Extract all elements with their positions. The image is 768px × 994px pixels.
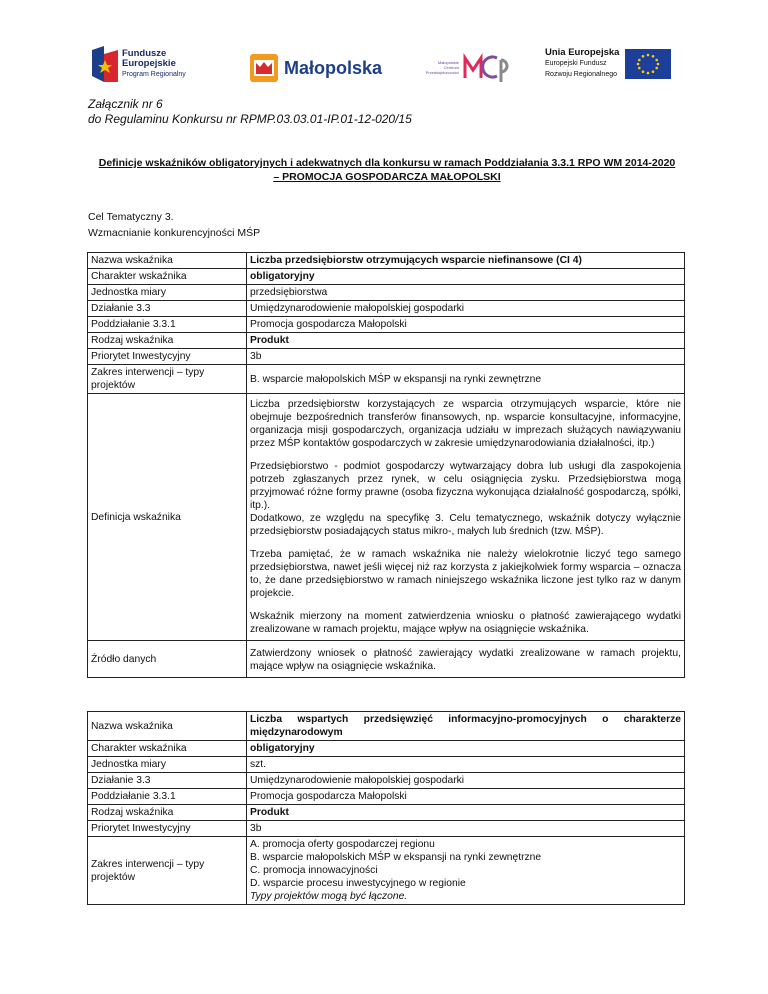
value-cell: Zatwierdzony wniosek o płatność zawierający wydatki zrealizowane w ramach projektu, mające wpływ na osiągnięcie wskaźnika.: [247, 641, 685, 678]
fe-line3: Program Regionalny: [122, 70, 186, 78]
label-cell: Działanie 3.3: [88, 301, 247, 317]
value-cell: 3b: [247, 821, 685, 837]
table-row: [88, 349, 685, 365]
indicator-table-1: [87, 252, 685, 678]
definition-paragraph: Liczba przedsiębiorstw korzystających ze wsparcia otrzymujących wsparcie, które nie obejmuje bezpośrednich transferów finansowych, np. wsparcie konsultacyjne, informacyjne, organizacja misji gospodarczych, organizacja udziału w imprezach służących nawiązywaniu przez MŚP kontaktów gospodarczych w zakresie umiędzynarodowiania działalności, itp.): [250, 399, 681, 449]
label-cell: Definicja wskaźnika: [88, 394, 247, 641]
mcp-logo: [425, 50, 513, 84]
fe-line1: Fundusze: [122, 47, 167, 59]
annex-line2: do Regulaminu Konkursu nr RPMP.03.03.01-IP.01-12-020/15: [88, 112, 412, 126]
mcp-mark-icon: [463, 50, 513, 84]
unia-europejska-logo: [545, 48, 671, 79]
definition-cell: [247, 394, 685, 641]
ue-line3: Rozwoju Regionalnego: [545, 71, 617, 78]
annex-line1: Załącznik nr 6: [88, 97, 163, 111]
mcp-line1: Małopolskie: [437, 59, 459, 65]
table-row: [88, 757, 685, 773]
value-cell: B. wsparcie małopolskich MŚP w ekspansji na rynki zewnętrzne: [247, 365, 685, 394]
table-row: [88, 394, 685, 641]
label-cell: Priorytet Inwestycyjny: [88, 349, 247, 365]
label-cell: Poddziałanie 3.3.1: [88, 317, 247, 333]
label-cell: Charakter wskaźnika: [88, 269, 247, 285]
theme-line1: Cel Tematyczny 3.: [88, 211, 174, 223]
definition-paragraph: Dodatkowo, ze względu na specyfikę 3. Celu tematycznego, wskaźnik dotyczy wyłącznie przedsiębiorstw posiadających status mikro-, małych lub średnich (tzw. MŚP).: [250, 513, 681, 537]
label-cell: Poddziałanie 3.3.1: [88, 789, 247, 805]
value-cell: Liczba przedsiębiorstw otrzymujących wsparcie niefinansowe (CI 4): [247, 253, 685, 269]
value-cell: Umiędzynarodowienie małopolskiej gospodarki: [247, 773, 685, 789]
table-row: [88, 712, 685, 741]
malopolska-text: Małopolska: [284, 57, 383, 78]
table-row: [88, 789, 685, 805]
ue-line1: Unia Europejska: [545, 47, 620, 58]
label-cell: Zakres interwencji – typy projektów: [88, 837, 247, 905]
value-cell: obligatoryjny: [247, 741, 685, 757]
table-row: [88, 253, 685, 269]
eu-flag-icon: [625, 49, 671, 79]
document-heading: [88, 156, 686, 184]
scope-cell: [247, 837, 685, 905]
fe-star-icon: [92, 46, 118, 82]
label-cell: Nazwa wskaźnika: [88, 253, 247, 269]
label-cell: Jednostka miary: [88, 757, 247, 773]
table-row: [88, 821, 685, 837]
value-cell: Produkt: [247, 805, 685, 821]
table-row: [88, 837, 685, 905]
mcp-line2: Centrum: [443, 64, 459, 70]
scope-item: A. promocja oferty gospodarczej regionu: [250, 839, 435, 850]
label-cell: Jednostka miary: [88, 285, 247, 301]
fundusze-europejskie-logo: [92, 46, 186, 82]
value-cell: Promocja gospodarcza Małopolski: [247, 789, 685, 805]
table-row: [88, 741, 685, 757]
scope-item: C. promocja innowacyjności: [250, 865, 378, 876]
label-cell: Działanie 3.3: [88, 773, 247, 789]
thematic-objective: [88, 210, 260, 241]
label-cell: Rodzaj wskaźnika: [88, 805, 247, 821]
label-cell: Priorytet Inwestycyjny: [88, 821, 247, 837]
theme-line2: Wzmacnianie konkurencyjności MŚP: [88, 226, 261, 239]
table-row: [88, 301, 685, 317]
label-cell: Źródło danych: [88, 641, 247, 678]
label-cell: Charakter wskaźnika: [88, 741, 247, 757]
heading-line1: Definicje wskaźników obligatoryjnych i adekwatnych dla konkursu w ramach Poddziałania 3.3.1 RPO WM 2014-2020: [98, 157, 676, 169]
mcp-line3: Przedsiębiorczości: [425, 69, 459, 75]
scope-item: D. wsparcie procesu inwestycyjnego w regionie: [250, 878, 466, 889]
heading-line2: – PROMOCJA GOSPODARCZA MAŁOPOLSKI: [273, 171, 501, 183]
value-cell: szt.: [247, 757, 685, 773]
definition-paragraph: Trzeba pamiętać, że w ramach wskaźnika nie należy wielokrotnie liczyć tego samego przedsiębiorstwa, nawet jeśli więcej niż raz korzysta z jakiejkolwiek formy wsparcia – oznacza to, że dane przedsiębiorstwo w ramach niniejszego wskaźnika liczone jest tylko raz w danym projekcie.: [250, 549, 681, 599]
value-cell: Liczba wspartych przedsięwzięć informacyjno-promocyjnych o charakterze międzynarodowym: [247, 712, 685, 741]
scope-item: B. wsparcie małopolskich MŚP w ekspansji na rynki zewnętrzne: [250, 852, 542, 863]
table-row: [88, 641, 685, 678]
value-cell: Umiędzynarodowienie małopolskiej gospodarki: [247, 301, 685, 317]
malopolska-logo: [250, 54, 382, 82]
annex-reference: [88, 97, 412, 127]
value-cell: Promocja gospodarcza Małopolski: [247, 317, 685, 333]
table-row: [88, 333, 685, 349]
table-row: [88, 365, 685, 394]
table-row: [88, 317, 685, 333]
table-row: [88, 773, 685, 789]
logos-header: [0, 44, 768, 94]
table-row: [88, 805, 685, 821]
table-row: [88, 269, 685, 285]
value-cell: 3b: [247, 349, 685, 365]
value-cell: obligatoryjny: [247, 269, 685, 285]
value-cell: przedsiębiorstwa: [247, 285, 685, 301]
label-cell: Zakres interwencji – typy projektów: [88, 365, 247, 394]
table-row: [88, 285, 685, 301]
scope-note: Typy projektów mogą być łączone.: [250, 891, 408, 902]
fe-line2: Europejskie: [122, 57, 176, 69]
label-cell: Nazwa wskaźnika: [88, 712, 247, 741]
indicator-table-2: [87, 711, 685, 905]
label-cell: Rodzaj wskaźnika: [88, 333, 247, 349]
definition-paragraph: Wskaźnik mierzony na moment zatwierdzenia wniosku o płatność zawierającego wydatki zrealizowane w ramach projektu, mające wpływ na osiągnięcie wskaźnika.: [250, 611, 681, 635]
malopolska-crest-icon: [250, 54, 278, 82]
definition-paragraph: Przedsiębiorstwo - podmiot gospodarczy wytwarzający dobra lub usługi dla zaspokojenia potrzeb zgłaszanych przez rynek, w celu osiągnięcia zysku. Przedsiębiorstwa mogą przyjmować różne formy prawne (osoba fizyczna wykonująca działalność gospodarczą, spółki, itp.).: [250, 461, 681, 511]
value-cell: Produkt: [247, 333, 685, 349]
ue-line2: Europejski Fundusz: [545, 60, 607, 67]
